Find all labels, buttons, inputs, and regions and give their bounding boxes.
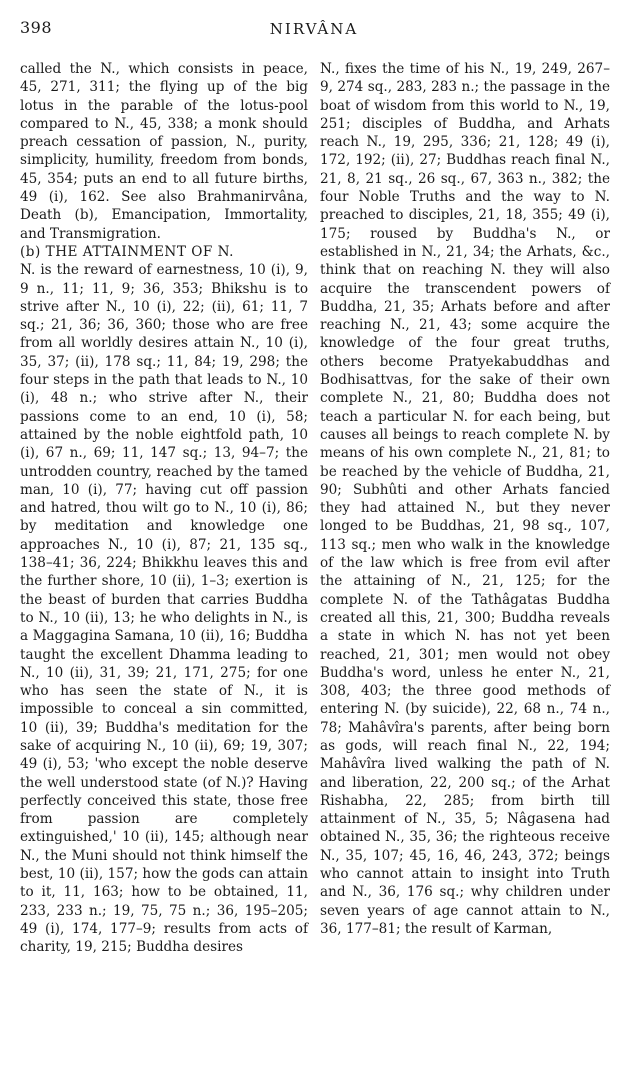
- left-column: [20, 60, 308, 957]
- section-subheading: (b) THE ATTAINMENT OF N.: [20, 243, 234, 260]
- entry-attainment-text: N. is the reward of earnestness, 10 (i), 9, 9 n., 11; 11, 9; 36, 353; Bhikshu is to strive after N., 10 (i), 22; (ii), 61; 11, 7 sq.; 21, 36; 36, 360; those who are free from all worldly desires attain N., 10 (i), 35, 37; (ii), 178 sq.; 11, 84; 19, 298; the four steps in the path that leads to N., 10 (i), 48 n.; who strive after N., their passions come to an end, 10 (i), 58; attained by the noble eightfold path, 10 (i), 67 n., 69; 11, 147 sq.; 13, 94–7; the untrodden country, reached by the tamed man, 10 (i), 77; having cut off passion and hatred, thou wilt go to N., 10 (i), 86; by meditation and knowledge one approaches N., 10 (i), 87; 21, 135 sq., 138–41; 36, 224; Bhikkhu leaves this and the further shore, 10 (ii), 1–3; exertion is the beast of burden that carries Buddha to N., 10 (ii), 13; he who delights in N., is a Maggagina Samana, 10 (ii), 16; Buddha taught the excellent Dhamma leading to N., 10 (ii), 31, 39; 21, 171, 275; for one who has seen the state of N., it is impossible to conceal a sin committed, 10 (ii), 39; Buddha's meditation for the sake of acquiring N., 10 (ii), 69; 19, 307; 49 (i), 53; 'who except the noble deserve the well understood state (of N.)? Having perfectly conceived this state, those free from passion are completely extinguished,' 10 (ii), 145; although near N., the Muni should not think himself the best, 10 (ii), 157; how the gods can attain to it, 11, 163; how to be obtained, 11, 233, 233 n.; 19, 75, 75 n.; 36, 195–205; 49 (i), 174, 177–9; results from acts of charity, 19, 215; Buddha desires: [20, 262, 308, 956]
- page-number: 398: [20, 18, 53, 37]
- running-title: NIRVÂNA: [269, 20, 359, 38]
- entry-attainment-continued-text: N., fixes the time of his N., 19, 249, 267–9, 274 sq., 283, 283 n.; the passage in the boat of wisdom from this world to N., 19, 251; disciples of Buddha, and Arhats reach N., 19, 295, 336; 21, 128; 49 (i), 172, 192; (ii), 27; Buddhas reach final N., 21, 8, 21 sq., 26 sq., 67, 363 n., 382; the four Noble Truths and the way to N. preached to disciples, 21, 18, 355; 49 (i), 175; roused by Buddha's N., or established in N., 21, 34; the Arhats, &c., think that on reaching N. they will also acquire the transcendent powers of Buddha, 21, 35; Arhats before and after reaching N., 21, 43; some acquire the knowledge of the four great truths, others become Pratyekabuddhas and Bodhisattvas, for the sake of their own complete N., 21, 80; Buddha does not teach a particular N. for each being, but causes all beings to reach complete N. by means of his own complete N., 21, 81; to be reached by the vehicle of Buddha, 21, 90; Subhûti and other Arhats fancied they had attained N., but they never longed to be Buddhas, 21, 98 sq., 107, 113 sq.; men who walk in the knowledge of the law which is free from evil after the attaining of N., 21, 125; for the complete N. of the Tathâgatas Buddha created all this, 21, 300; Buddha reveals a state in which N. has not yet been reached, 21, 301; men would not obey Buddha's word, unless he enter N., 21, 308, 403; the three good methods of entering N. (by suicide), 22, 68 n., 74 n., 78; Mahâvîra's parents, after being born as gods, will reach final N., 22, 194; Mahâvîra lived walking the path of N. and liberation, 22, 200 sq.; of the Arhat Rishabha, 22, 285; from birth till attainment of N., 35, 5; Nâgasena had obtained N., 35, 36; the righteous receive N., 35, 107; 45, 16, 46, 243, 372; beings who cannot attain to insight into Truth and N., 36, 176 sq.; why children under seven years of age cannot attain to N., 36, 177–81; the result of Karman,: [320, 61, 610, 937]
- entry-continued-text: called the N., which consists in peace, 45, 271, 311; the flying up of the big lotus in the parable of the lotus-pool compared to N., 45, 338; a monk should preach cessation of passion, N., purity, simplicity, humility, freedom from bonds, 45, 354; puts an end to all future births, 49 (i), 162. See also Brahmanirvâna, Death (b), Emancipation, Immortality, and Transmigration.: [20, 61, 308, 242]
- right-column: [320, 60, 610, 938]
